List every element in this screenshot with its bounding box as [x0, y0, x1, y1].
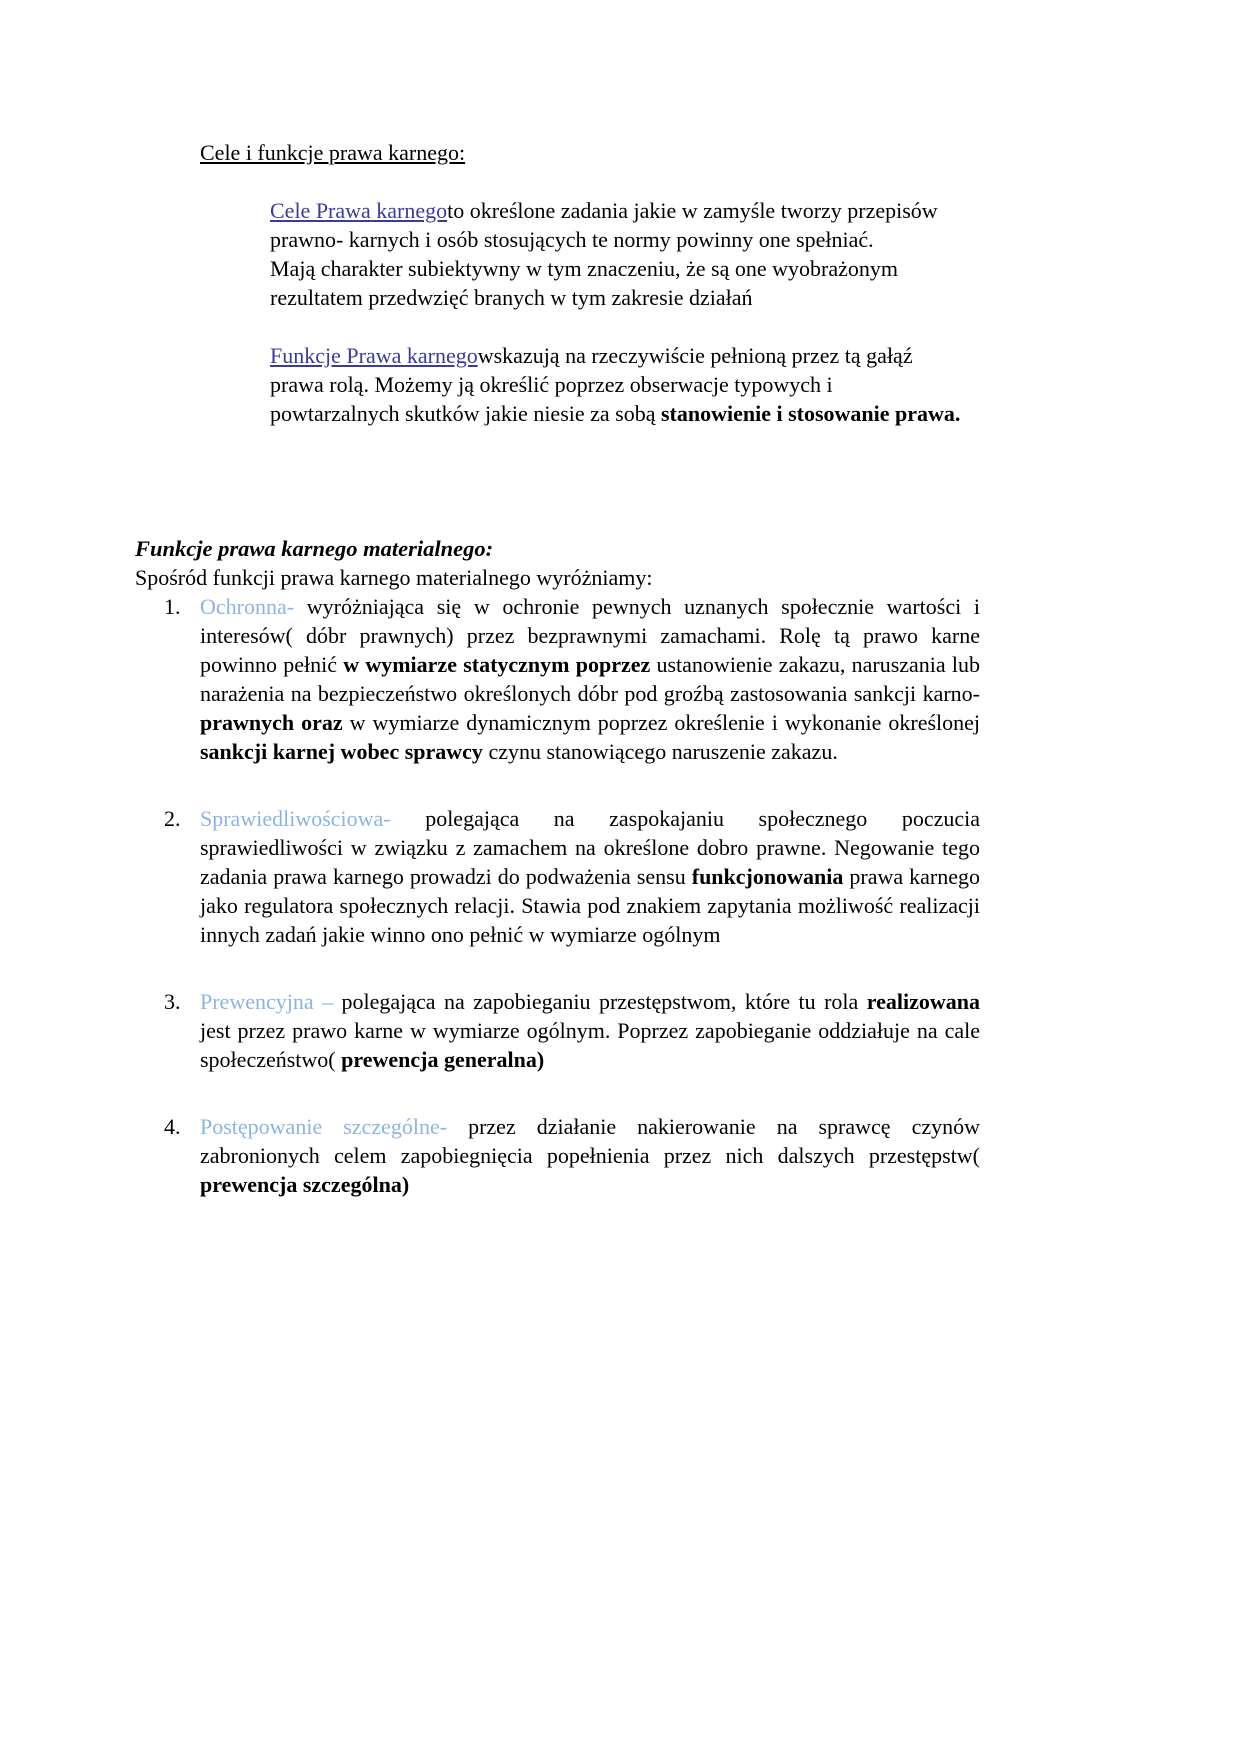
hyperlink[interactable]: Cele Prawa karnego — [270, 198, 448, 223]
list-item-postepowanie-szczegolne — [164, 1112, 981, 1199]
text-segment: Postępowanie szczególne- — [200, 1114, 448, 1139]
list-item-prewencyjna — [164, 987, 980, 1074]
list-item-text — [200, 806, 980, 947]
list-item-sprawiedliwosciowa — [164, 804, 980, 949]
text-segment: polegająca na zapobieganiu przestępstwom, które tu rola — [333, 989, 867, 1014]
text-segment: wskazują na rzeczywiście pełnioną przez tą gałąź prawa rolą. Możemy ją określić poprzez obserwacje typowych i powtarzalnych skutków jakie niesie za sobą — [270, 343, 913, 426]
list-item-number: 3. — [164, 989, 181, 1014]
text-segment: stanowienie i stosowanie prawa. — [660, 401, 961, 426]
list-item-text — [200, 989, 980, 1072]
text-segment: prawa karnego jako regulatora społecznych relacji. Stawia pod znakiem zapytania możliwość realizacji innych zadań jakie winno ono pełnić w wymiarze ogólnym — [200, 864, 980, 947]
text-segment: polegająca na zaspokajaniu społecznego poczucia sprawiedliwości w związku z zamachem na określone dobro prawne. Negowanie tego zadania prawa karnego prowadzi do podważenia sensu — [200, 806, 980, 889]
list-item-ochronna — [164, 592, 981, 766]
text-segment: realizowana — [866, 989, 980, 1014]
list-item-number: 1. — [164, 594, 181, 619]
intro-paragraph-goals — [270, 196, 964, 254]
section-heading: Funkcje prawa karnego materialnego: — [135, 536, 494, 561]
text-segment: jest przez prawo karne w wymiarze ogólnym. Poprzez zapobieganie oddziałuje na cale społeczeństwo( — [200, 1018, 980, 1072]
text-segment: prawnych oraz — [200, 710, 343, 735]
functions-list — [164, 592, 981, 1199]
text-segment: w wymiarze statycznym poprzez — [343, 652, 651, 677]
document-title: Cele i funkcje prawa karnego: — [200, 140, 466, 165]
text-segment: Sprawiedliwościowa- — [200, 806, 391, 831]
list-item-number: 4. — [164, 1114, 181, 1139]
intro-paragraph-functions — [270, 341, 964, 428]
intro-section — [270, 196, 964, 428]
list-item-text — [200, 594, 980, 764]
list-item-text — [200, 1114, 980, 1197]
text-segment: Prewencyjna – — [200, 989, 334, 1014]
text-segment: wyróżniająca się w ochronie pewnych uznanych społecznie wartości i interesów( dóbr prawnych) przez bezprawnymi zamachami. Rolę tą prawo karne powinno pełnić — [200, 594, 980, 677]
hyperlink[interactable]: Funkcje Prawa karnego — [270, 343, 478, 368]
section-intro: Spośród funkcji prawa karnego materialnego wyróżniamy: — [135, 565, 653, 590]
text-segment: prewencja generalna) — [341, 1047, 545, 1072]
text-segment: prewencja szczególna) — [200, 1172, 410, 1197]
text-segment: funkcjonowania — [691, 864, 844, 889]
text-segment: w wymiarze dynamicznym poprzez określenie i wykonanie określonej — [342, 710, 981, 735]
list-item-number: 2. — [164, 806, 181, 831]
text-segment: Ochronna- — [200, 594, 295, 619]
text-segment: czynu stanowiącego naruszenie zakazu. — [482, 739, 838, 764]
text-segment: Mają charakter subiektywny w tym znaczeniu, że są one wyobrażonym rezultatem przedwzięć branych w tym zakresie działań — [270, 256, 898, 310]
intro-paragraph-subjective — [270, 254, 964, 312]
text-segment: ustanowienie zakazu, naruszania lub narażenia na bezpieczeństwo określonych dóbr pod groźbą zastosowania sankcji karno- — [200, 652, 980, 706]
text-segment: to określone zadania jakie w zamyśle tworzy przepisów prawno- karnych i osób stosujących te normy powinny one spełniać. — [270, 198, 938, 252]
text-segment: przez działanie nakierowanie na sprawcę czynów zabronionych celem zapobiegnięcia popełnienia przez nich dalszych przestępstw( — [200, 1114, 981, 1168]
text-segment: sankcji karnej wobec sprawcy — [200, 739, 483, 764]
